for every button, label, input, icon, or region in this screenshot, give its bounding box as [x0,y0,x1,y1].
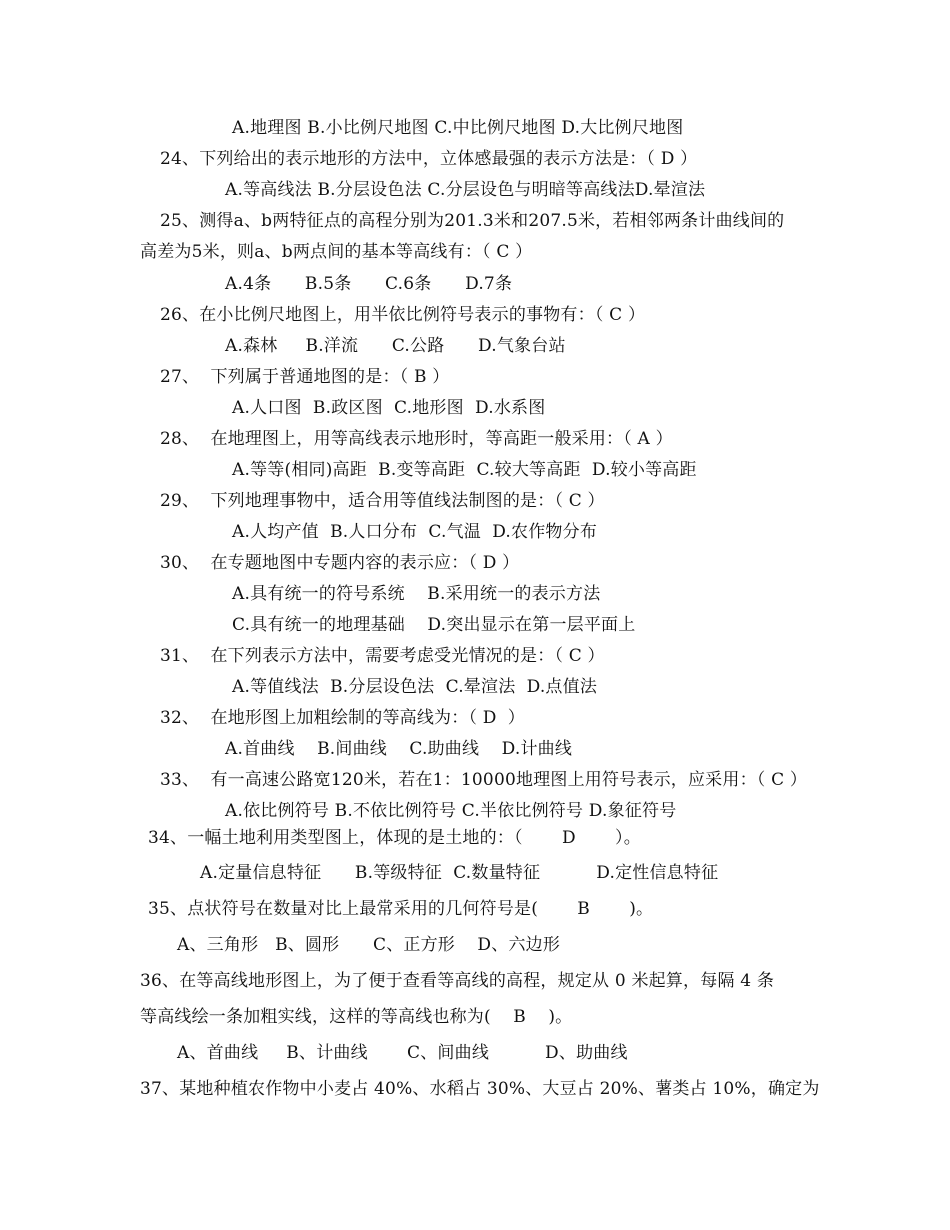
q32-options: A.首曲线 B.间曲线 C.助曲线 D.计曲线 [225,739,573,759]
q29-question: 29、 下列地理事物中，适合用等值线法制图的是：（ C ） [160,491,605,511]
q31-options: A.等值线法 B.分层设色法 C.晕渲法 D.点值法 [232,677,598,697]
q33-options: A.依比例符号 B.不依比例符号 C.半依比例符号 D.象征符号 [225,801,677,821]
q24-options: A.等高线法 B.分层设色法 C.分层设色与明暗等高线法D.晕渲法 [225,180,706,200]
q30-options-row2: C.具有统一的地理基础 D.突出显示在第一层平面上 [232,615,636,635]
q36-question-line2: 等高线绘一条加粗实线，这样的等高线也称为( B )。 [140,1007,573,1027]
q35-options: A、三角形 B、圆形 C、正方形 D、六边形 [177,935,561,955]
q29-options: A.人均产值 B.人口分布 C.气温 D.农作物分布 [232,522,598,542]
q24-question: 24、下列给出的表示地形的方法中，立体感最强的表示方法是：（ D ） [160,149,698,169]
q37-question-line1: 37、某地种植农作物中小麦占 40%、水稻占 30%、大豆占 20%、薯类占 10%，确定为 [140,1079,820,1099]
q25-question-line2: 高差为5米，则a、b两点间的基本等高线有：（ C ） [140,242,533,262]
q25-question-line1: 25、测得a、b两特征点的高程分别为201.3米和207.5米，若相邻两条计曲线间的 [160,211,785,231]
q30-options-row1: A.具有统一的符号系统 B.采用统一的表示方法 [232,584,601,604]
q26-question: 26、在小比例尺地图上，用半依比例符号表示的事物有：（ C ） [160,305,646,325]
q23-options: A.地理图 B.小比例尺地图 C.中比例尺地图 D.大比例尺地图 [232,118,684,138]
q33-question: 33、 有一高速公路宽120米，若在1：10000地理图上用符号表示，应采用：（ C ） [160,770,808,790]
q28-options: A.等等(相同)高距 B.变等高距 C.较大等高距 D.较小等高距 [232,460,697,480]
q34-question: 34、一幅土地利用类型图上，体现的是土地的：（ D ）。 [148,828,641,848]
q32-question: 32、 在地形图上加粗绘制的等高线为：（ D ） [160,708,525,728]
q27-question: 27、 下列属于普通地图的是：（ B ） [160,367,450,387]
q26-options: A.森林 B.洋流 C.公路 D.气象台站 [225,336,566,356]
q28-question: 28、 在地理图上，用等高线表示地形时，等高距一般采用：（ A ） [160,429,673,449]
q35-question: 35、点状符号在数量对比上最常采用的几何符号是( B )。 [148,899,654,919]
q30-question: 30、 在专题地图中专题内容的表示应：（ D ） [160,553,520,573]
q36-options: A、首曲线 B、计曲线 C、间曲线 D、助曲线 [177,1043,628,1063]
q25-options: A.4条 B.5条 C.6条 D.7条 [225,274,513,294]
q36-question-line1: 36、在等高线地形图上，为了便于查看等高线的高程，规定从 0 米起算，每隔 4 条 [140,971,775,991]
q31-question: 31、 在下列表示方法中，需要考虑受光情况的是：（ C ） [160,646,605,666]
q27-options: A.人口图 B.政区图 C.地形图 D.水系图 [232,398,546,418]
q34-options: A.定量信息特征 B.等级特征 C.数量特征 D.定性信息特征 [200,863,719,883]
